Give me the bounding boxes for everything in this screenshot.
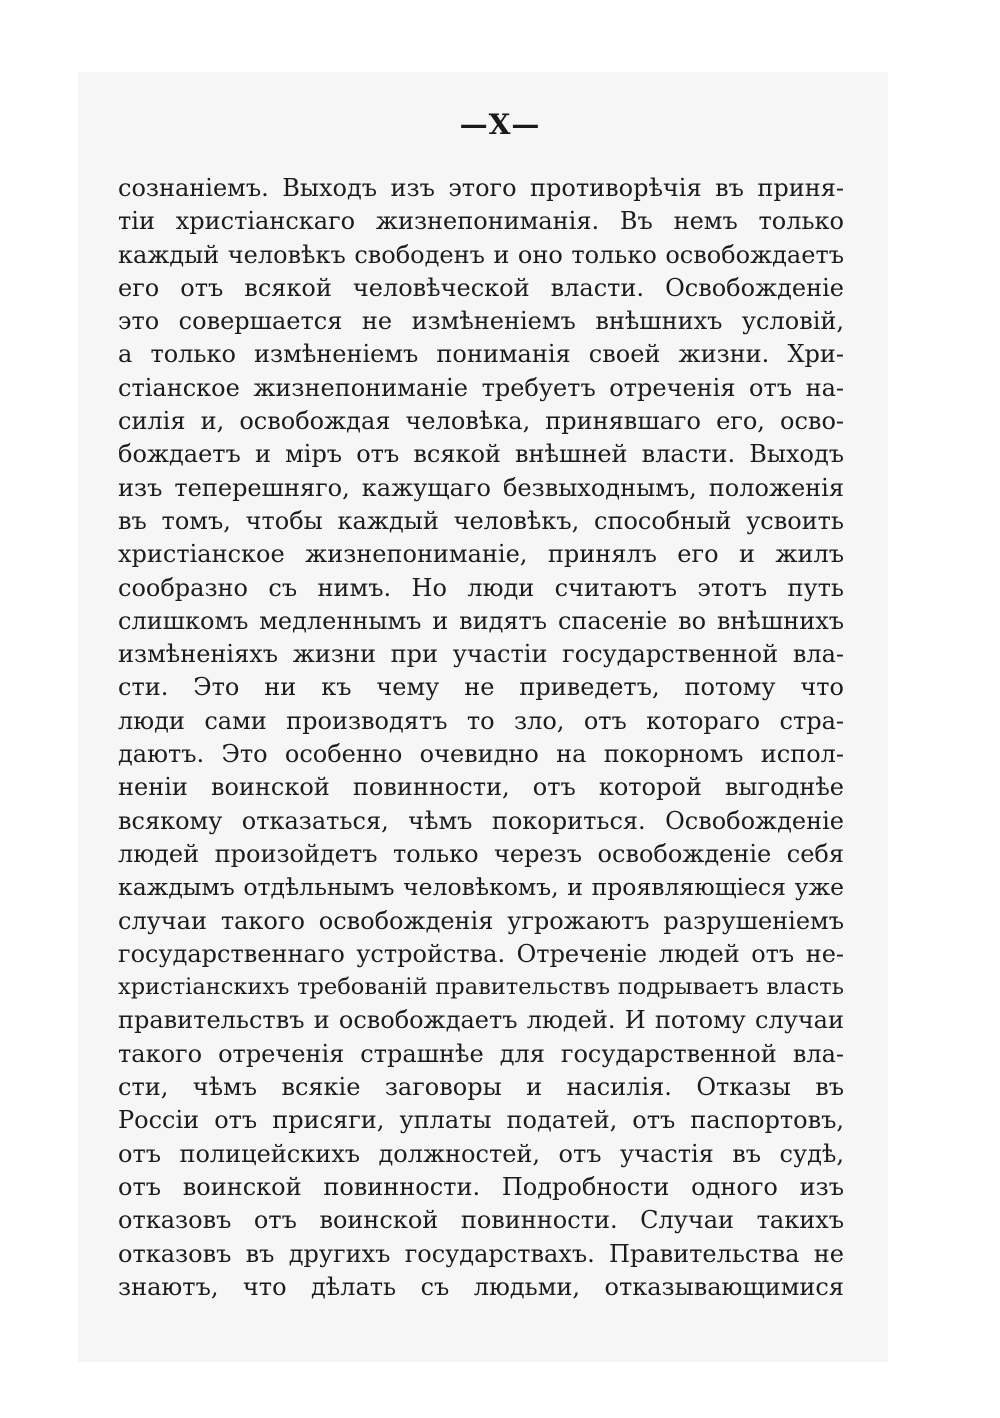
text-line: его отъ всякой человѣческой власти. Освобожденіе — [118, 273, 844, 302]
text-line: люди сами производятъ то зло, отъ котораго стра- — [118, 706, 844, 735]
text-line: въ томъ, чтобы каждый человѣкъ, способный усвоить — [118, 506, 844, 535]
text-line: всякому отказаться, чѣмъ покориться. Освобожденіе — [118, 806, 844, 835]
text-line: знаютъ, что дѣлать съ людьми, отказывающимися — [118, 1272, 844, 1301]
text-line: сознаніемъ. Выходъ изъ этого противорѣчія въ приня- — [118, 174, 844, 202]
text-line: каждый человѣкъ свободенъ и оно только освобождаетъ — [118, 240, 844, 269]
text-line: изъ теперешняго, кажущаго безвыходнымъ, положенія — [118, 473, 844, 502]
text-line: государственнаго устройства. Отреченіе людей отъ не- — [118, 939, 844, 968]
text-line: силія и, освобождая человѣка, принявшаго его, осво- — [118, 407, 844, 436]
text-line: даютъ. Это особенно очевидно на покорномъ испол- — [118, 740, 844, 769]
text-line: тіи христіанскаго жизнепониманія. Въ немъ только — [118, 207, 844, 236]
text-line: это совершается не измѣненіемъ внѣшнихъ условій, — [118, 307, 844, 336]
text-line: слишкомъ медленнымъ и видятъ спасеніе во внѣшнихъ — [118, 606, 844, 635]
text-line: бождаетъ и міръ отъ всякой внѣшней власти. Выходъ — [118, 440, 844, 469]
text-line: христіанское жизнепониманіе, принялъ его и жилъ — [118, 540, 844, 569]
text-line: отказовъ въ другихъ государствахъ. Правительства не — [118, 1239, 844, 1268]
text-line: а только измѣненіемъ пониманія своей жизни. Хри- — [118, 340, 844, 369]
text-line: такого отреченія страшнѣе для государственной вла- — [118, 1039, 844, 1068]
text-line: стіанское жизнепониманіе требуетъ отреченія отъ на- — [118, 373, 844, 402]
text-line: каждымъ отдѣльнымъ человѣкомъ, и проявляющіеся уже — [118, 873, 844, 902]
text-line: христіанскихъ требованій правительствъ подрываетъ власть — [118, 974, 844, 1001]
page-number: —X— — [459, 108, 541, 141]
text-line: сообразно съ нимъ. Но люди считаютъ этотъ путь — [118, 573, 844, 602]
text-line: случаи такого освобожденія угрожаютъ разрушеніемъ — [118, 906, 844, 935]
text-line: сти, чѣмъ всякіе заговоры и насилія. Отказы въ — [118, 1073, 844, 1102]
text-line: сти. Это ни къ чему не приведетъ, потому что — [118, 673, 844, 702]
text-line: отъ воинской повинности. Подробности одного изъ — [118, 1172, 844, 1201]
body-text — [118, 172, 844, 1304]
text-line: измѣненіяхъ жизни при участіи государственной вла- — [118, 640, 844, 669]
text-line: правительствъ и освобождаетъ людей. И потому случаи — [118, 1006, 844, 1035]
text-line: людей произойдетъ только черезъ освобожденіе себя — [118, 839, 844, 868]
text-line: отъ полицейскихъ должностей, отъ участія въ судѣ, — [118, 1139, 844, 1168]
text-line: неніи воинской повинности, отъ которой выгоднѣе — [118, 773, 844, 802]
text-line: отказовъ отъ воинской повинности. Случаи такихъ — [118, 1206, 844, 1235]
text-line: Россіи отъ присяги, уплаты податей, отъ паспортовъ, — [118, 1106, 844, 1135]
